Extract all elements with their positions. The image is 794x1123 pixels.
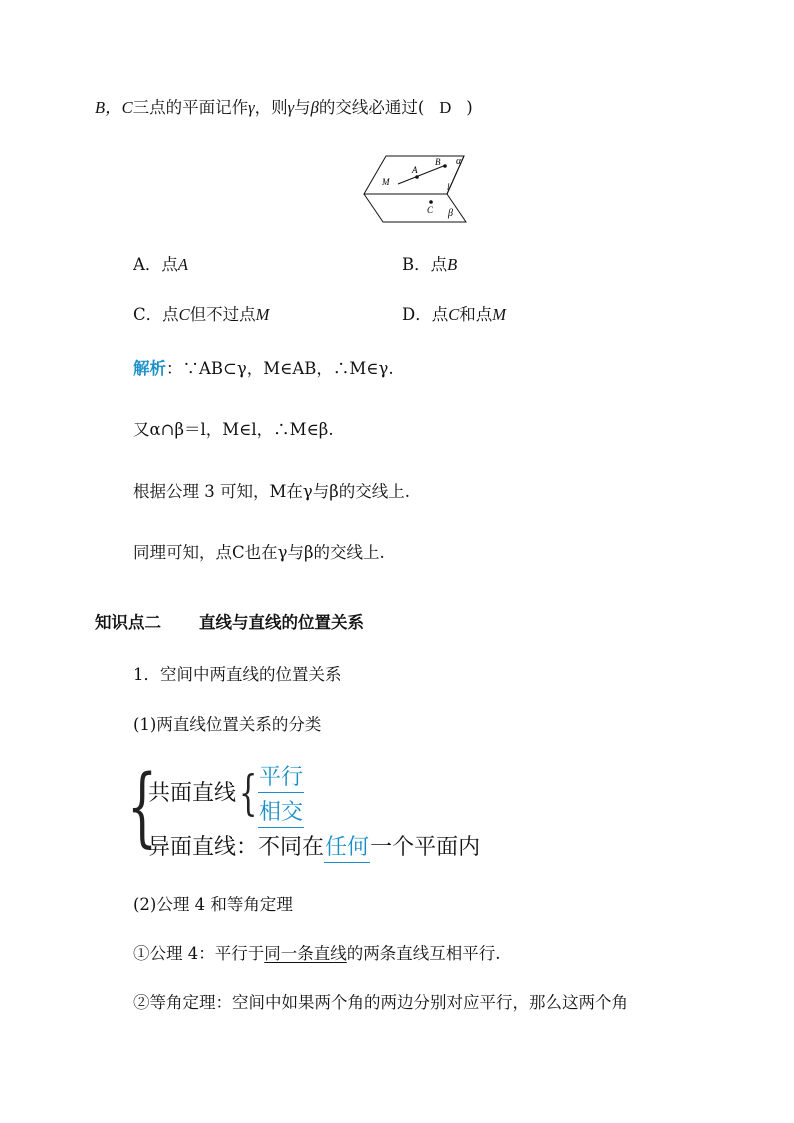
line-ab (398, 165, 446, 184)
label-a: A (412, 165, 418, 175)
stem-gamma: γ (248, 98, 255, 117)
option-c-var2: M (255, 305, 270, 324)
section-title: 直线与直线的位置关系 (199, 613, 364, 632)
outer-brace-icon: { (127, 757, 158, 857)
label-c: C (427, 205, 434, 215)
point-c (429, 200, 433, 204)
subheading-1a: (1)两直线位置关系的分类 (133, 715, 322, 734)
stem-gamma2: γ (287, 98, 295, 117)
axiom-4-prefix: ①公理 4：平行于 (133, 944, 265, 963)
option-c-text: 点 (162, 305, 179, 324)
skew-colon: ： (236, 835, 259, 860)
label-alpha: α (456, 156, 462, 167)
option-b-var: B (447, 255, 458, 274)
option-b-text: 点 (430, 255, 448, 274)
option-d (402, 304, 506, 326)
stem-text-4: 的交线必通过( (318, 98, 425, 117)
blank-intersect: 相交 (258, 799, 304, 828)
solution-line-1 (133, 358, 394, 380)
label-beta: β (448, 208, 453, 219)
stem-text-1: 三点的平面记作 (132, 98, 249, 117)
option-d-key: D． (402, 305, 432, 324)
stem-points: B，C (95, 98, 133, 117)
option-d-text: 点 (431, 305, 449, 324)
blank-parallel: 平行 (258, 764, 304, 793)
label-b: B (435, 157, 441, 167)
solution-line-3: 根据公理 3 可知，M在γ与β的交线上. (133, 482, 411, 501)
option-d-var2: M (492, 305, 506, 324)
option-a-key: A． (133, 255, 162, 274)
planes-figure (360, 150, 472, 228)
option-c-tail: 但不过点 (189, 305, 256, 324)
label-skew: 异面直线 (148, 835, 237, 860)
label-l: l (447, 182, 450, 192)
option-b-key: B． (402, 255, 431, 274)
option-c-key: C． (133, 305, 163, 324)
option-c-var: C (178, 305, 190, 324)
inner-brace-icon: { (239, 765, 258, 821)
stem-close: ) (466, 98, 473, 117)
subheading-1: 1．空间中两直线的位置关系 (133, 665, 342, 684)
option-b (402, 254, 457, 276)
blank-any: 任何 (324, 834, 370, 863)
option-a-var: A (177, 255, 189, 274)
skew-definition (148, 834, 480, 863)
subheading-1b: (2)公理 4 和等角定理 (133, 895, 293, 914)
axiom-4-underlined: 同一条直线 (264, 944, 347, 963)
axiom-4 (133, 943, 501, 965)
solution-line-4: 同理可知，点C也在γ与β的交线上. (133, 543, 385, 562)
solution-line-2: 又α∩β＝l，M∈l，∴M∈β. (133, 420, 334, 439)
equal-angle-theorem: ②等角定理：空间中如果两个角的两边分别对应平行，那么这两个角 (133, 993, 628, 1012)
option-c (133, 304, 269, 326)
option-a (133, 254, 188, 276)
option-d-var: C (448, 305, 460, 324)
option-a-text: 点 (161, 255, 178, 274)
axiom-4-suffix: 的两条直线互相平行. (346, 944, 501, 963)
stem-beta: β (310, 98, 319, 117)
stem-text-2: ，则 (254, 98, 288, 117)
label-parallel (258, 764, 304, 793)
answer-value: D (439, 98, 452, 117)
point-a (415, 175, 419, 179)
point-b (443, 164, 447, 168)
skew-def-2: 一个平面内 (370, 835, 481, 860)
question-stem (95, 97, 473, 119)
section-heading (95, 612, 364, 634)
label-intersect (258, 799, 304, 828)
solution-text-1: ：∵AB⊂γ，M∈AB，∴M∈γ. (166, 359, 394, 378)
label-coplanar: 共面直线 (148, 781, 237, 806)
skew-def-1: 不同在 (258, 835, 325, 860)
label-m: M (382, 177, 390, 187)
section-number: 知识点二 (95, 613, 161, 632)
option-d-tail: 和点 (459, 305, 493, 324)
stem-text-3: 与 (294, 98, 311, 117)
solution-label: 解析 (133, 359, 166, 378)
